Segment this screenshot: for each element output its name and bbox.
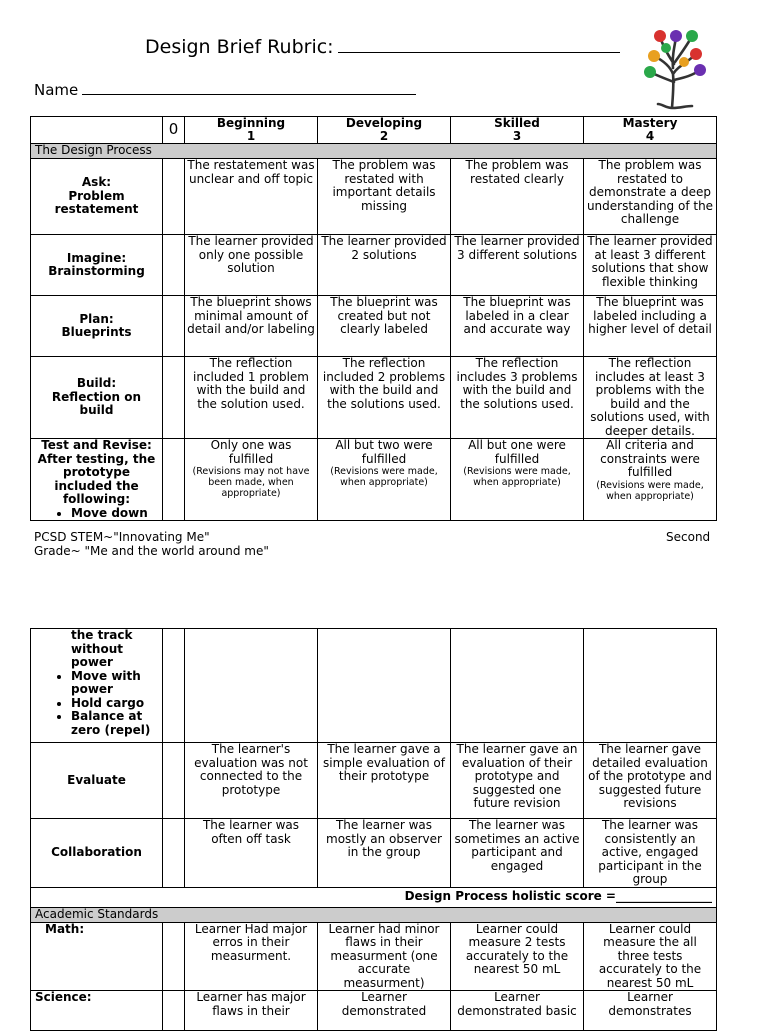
name-label: Name	[34, 81, 79, 99]
rubric-table-page-2	[30, 628, 717, 1031]
cell-ask-beginning: The restatement was unclear and off topic	[185, 159, 318, 235]
cell-imagine-mastery: The learner provided at least 3 different solutions that show flexible thinking	[584, 235, 717, 296]
zero-cell	[163, 819, 185, 888]
footer	[34, 530, 269, 558]
criterion-ask-line3: restatement	[54, 202, 139, 217]
criterion-test	[31, 439, 163, 521]
header-row	[31, 117, 717, 144]
table-row-plan	[31, 296, 717, 357]
cell-math-skilled: Learner could measure 2 tests accurately to the nearest 50 mL	[451, 922, 584, 991]
table-row-math	[31, 922, 717, 991]
cell-test-developing	[318, 439, 451, 521]
criterion-plan	[31, 296, 163, 357]
footer-line1: PCSD STEM~"Innovating Me"	[34, 530, 210, 544]
empty-cell	[185, 629, 318, 743]
cell-plan-developing: The blueprint was created but not clearly labeled	[318, 296, 451, 357]
criterion-ask-line1: Ask:	[81, 175, 112, 190]
cell-test-skilled-note: (Revisions were made, when appropriate)	[463, 466, 571, 488]
header-zero: 0	[163, 117, 185, 144]
criterion-imagine-line2: Brainstorming	[48, 264, 145, 278]
cell-collaboration-beginning: The learner was often off task	[185, 819, 318, 888]
zero-cell	[163, 991, 185, 1031]
zero-cell	[163, 922, 185, 991]
title-text: Design Brief Rubric:	[145, 36, 334, 58]
table-row-collaboration	[31, 819, 717, 888]
criterion-test-line3: prototype	[62, 465, 131, 479]
section-design-process: The Design Process	[31, 144, 717, 159]
header-mastery-label: Mastery	[622, 116, 678, 130]
zero-cell	[163, 439, 185, 521]
criterion-ask	[31, 159, 163, 235]
cell-ask-skilled: The problem was restated clearly	[451, 159, 584, 235]
cell-test-beginning	[185, 439, 318, 521]
empty-cell	[318, 629, 451, 743]
zero-cell	[163, 296, 185, 357]
cell-science-beginning: Learner has major flaws in their	[185, 991, 318, 1031]
table-row-build	[31, 357, 717, 439]
cell-ask-mastery: The problem was restated to demonstrate a deep understanding of the challenge	[584, 159, 717, 235]
cell-math-beginning: Learner Had major erros in their measurment.	[185, 922, 318, 991]
cell-evaluate-beginning: The learner's evaluation was not connected to the prototype	[185, 743, 318, 819]
cell-science-developing: Learner demonstrated	[318, 991, 451, 1031]
section-row-design	[31, 144, 717, 159]
cell-build-skilled: The reflection includes 3 problems with the build and the solutions used.	[451, 357, 584, 439]
cell-test-mastery-text: All criteria and constraints were fulfilled	[600, 438, 700, 479]
table-row-ask	[31, 159, 717, 235]
cell-test-skilled	[451, 439, 584, 521]
section-academic-standards: Academic Standards	[31, 907, 717, 922]
criterion-build-line3: build	[79, 403, 114, 418]
header-beginning-num: 1	[246, 129, 256, 143]
cell-collaboration-skilled: The learner was sometimes an active participant and engaged	[451, 819, 584, 888]
cell-science-mastery: Learner demonstrates	[584, 991, 717, 1031]
zero-cell	[163, 235, 185, 296]
bullet-balance-zero: • Balance at zero (repel)	[71, 710, 160, 737]
cell-plan-beginning: The blueprint shows minimal amount of detail and/or labeling	[185, 296, 318, 357]
holistic-score[interactable]: Design Process holistic score =________________	[31, 887, 717, 907]
cell-test-mastery-note: (Revisions were made, when appropriate)	[596, 479, 704, 502]
header-empty-cell	[31, 117, 163, 144]
table-row-imagine	[31, 235, 717, 296]
cell-evaluate-developing: The learner gave a simple evaluation of their prototype	[318, 743, 451, 819]
criterion-test-line2: After testing, the	[37, 451, 156, 466]
test-bullet-list	[33, 507, 160, 521]
cell-build-developing: The reflection included 2 problems with the build and the solutions used.	[318, 357, 451, 439]
bullet-move-with-power: • Move with power	[71, 670, 160, 697]
cell-imagine-beginning: The learner provided only one possible solution	[185, 235, 318, 296]
header-mastery-num: 4	[645, 129, 655, 143]
cell-math-mastery: Learner could measure the all three tests accurately to the nearest 50 mL	[584, 922, 717, 991]
cell-plan-skilled: The blueprint was labeled in a clear and accurate way	[451, 296, 584, 357]
criterion-build	[31, 357, 163, 439]
criterion-test-line1: Test and Revise:	[41, 438, 152, 452]
header-beginning-label: Beginning	[216, 116, 286, 130]
cell-test-skilled-text: All but one were fulfilled	[468, 438, 566, 466]
criterion-evaluate: Evaluate	[31, 743, 163, 819]
header-beginning	[185, 117, 318, 144]
test-cont-line3: power	[71, 655, 113, 669]
footer-line2: Grade~ "Me and the world around me"	[34, 544, 269, 558]
header-developing	[318, 117, 451, 144]
criterion-imagine-line1: Imagine:	[66, 250, 127, 265]
header-developing-num: 2	[379, 129, 389, 143]
criterion-build-line1: Build:	[76, 376, 117, 391]
empty-cell	[451, 629, 584, 743]
table-row-evaluate	[31, 743, 717, 819]
zero-cell	[163, 159, 185, 235]
cell-build-mastery: The reflection includes at least 3 problems with the build and the solutions used, with deeper details.	[584, 357, 717, 439]
section-row-academic	[31, 907, 717, 922]
criterion-test-line4: included the	[54, 478, 139, 493]
cell-math-developing: Learner had minor flaws in their measurment (one accurate measurment)	[318, 922, 451, 991]
criterion-math: Math:	[31, 922, 163, 991]
cell-science-skilled: Learner demonstrated basic	[451, 991, 584, 1031]
criterion-test-continued	[31, 629, 163, 743]
name-blank-line[interactable]	[82, 80, 416, 95]
cell-imagine-skilled: The learner provided 3 different solutions	[451, 235, 584, 296]
table-row-test	[31, 439, 717, 521]
criterion-plan-line1: Plan:	[79, 311, 114, 326]
cell-evaluate-skilled: The learner gave an evaluation of their prototype and suggested one future revision	[451, 743, 584, 819]
cell-test-beginning-text: Only one was fulfilled	[210, 438, 292, 466]
table-row-test-continued	[31, 629, 717, 743]
criterion-ask-line2: Problem	[68, 188, 125, 203]
cell-test-mastery	[584, 439, 717, 521]
name-row	[34, 80, 416, 99]
cell-build-beginning: The reflection included 1 problem with the build and the solution used.	[185, 357, 318, 439]
bullet-move-down: • Move down	[71, 507, 160, 521]
empty-cell	[584, 629, 717, 743]
header-skilled-num: 3	[512, 129, 522, 143]
rubric-table-page-1	[30, 116, 717, 521]
cell-evaluate-mastery: The learner gave detailed evaluation of the prototype and suggested future revisions	[584, 743, 717, 819]
zero-cell	[163, 629, 185, 743]
criterion-build-line2: Reflection on	[51, 389, 142, 404]
criterion-plan-line2: Blueprints	[61, 325, 132, 339]
criterion-collaboration: Collaboration	[31, 819, 163, 888]
cell-collaboration-mastery: The learner was consistently an active, engaged participant in the group	[584, 819, 717, 888]
footer-right: Second	[666, 530, 711, 544]
zero-cell	[163, 357, 185, 439]
header-mastery	[584, 117, 717, 144]
table-row-holistic	[31, 887, 717, 907]
criterion-imagine	[31, 235, 163, 296]
cell-ask-developing: The problem was restated with important details missing	[318, 159, 451, 235]
criterion-test-line5: following:	[62, 492, 131, 506]
cell-test-developing-note: (Revisions were made, when appropriate)	[330, 466, 438, 488]
table-row-science	[31, 991, 717, 1031]
cell-test-developing-text: All but two were fulfilled	[335, 438, 433, 466]
cell-plan-mastery: The blueprint was labeled including a higher level of detail	[584, 296, 717, 357]
page-title	[145, 36, 620, 58]
cell-collaboration-developing: The learner was mostly an observer in the group	[318, 819, 451, 888]
header-skilled	[451, 117, 584, 144]
criterion-science: Science:	[31, 991, 163, 1031]
bullet-hold-cargo: • Hold cargo	[71, 697, 160, 711]
tree-with-apples-icon	[636, 24, 716, 110]
test-cont-bullet-list	[33, 670, 160, 738]
zero-cell	[163, 743, 185, 819]
test-cont-line1: the track	[71, 628, 133, 642]
header-developing-label: Developing	[345, 116, 423, 130]
cell-imagine-developing: The learner provided 2 solutions	[318, 235, 451, 296]
title-blank-line[interactable]	[338, 36, 620, 53]
header-skilled-label: Skilled	[494, 116, 540, 130]
test-cont-line2: without	[71, 641, 124, 656]
cell-test-beginning-note: (Revisions may not have been made, when appropriate)	[192, 466, 310, 499]
